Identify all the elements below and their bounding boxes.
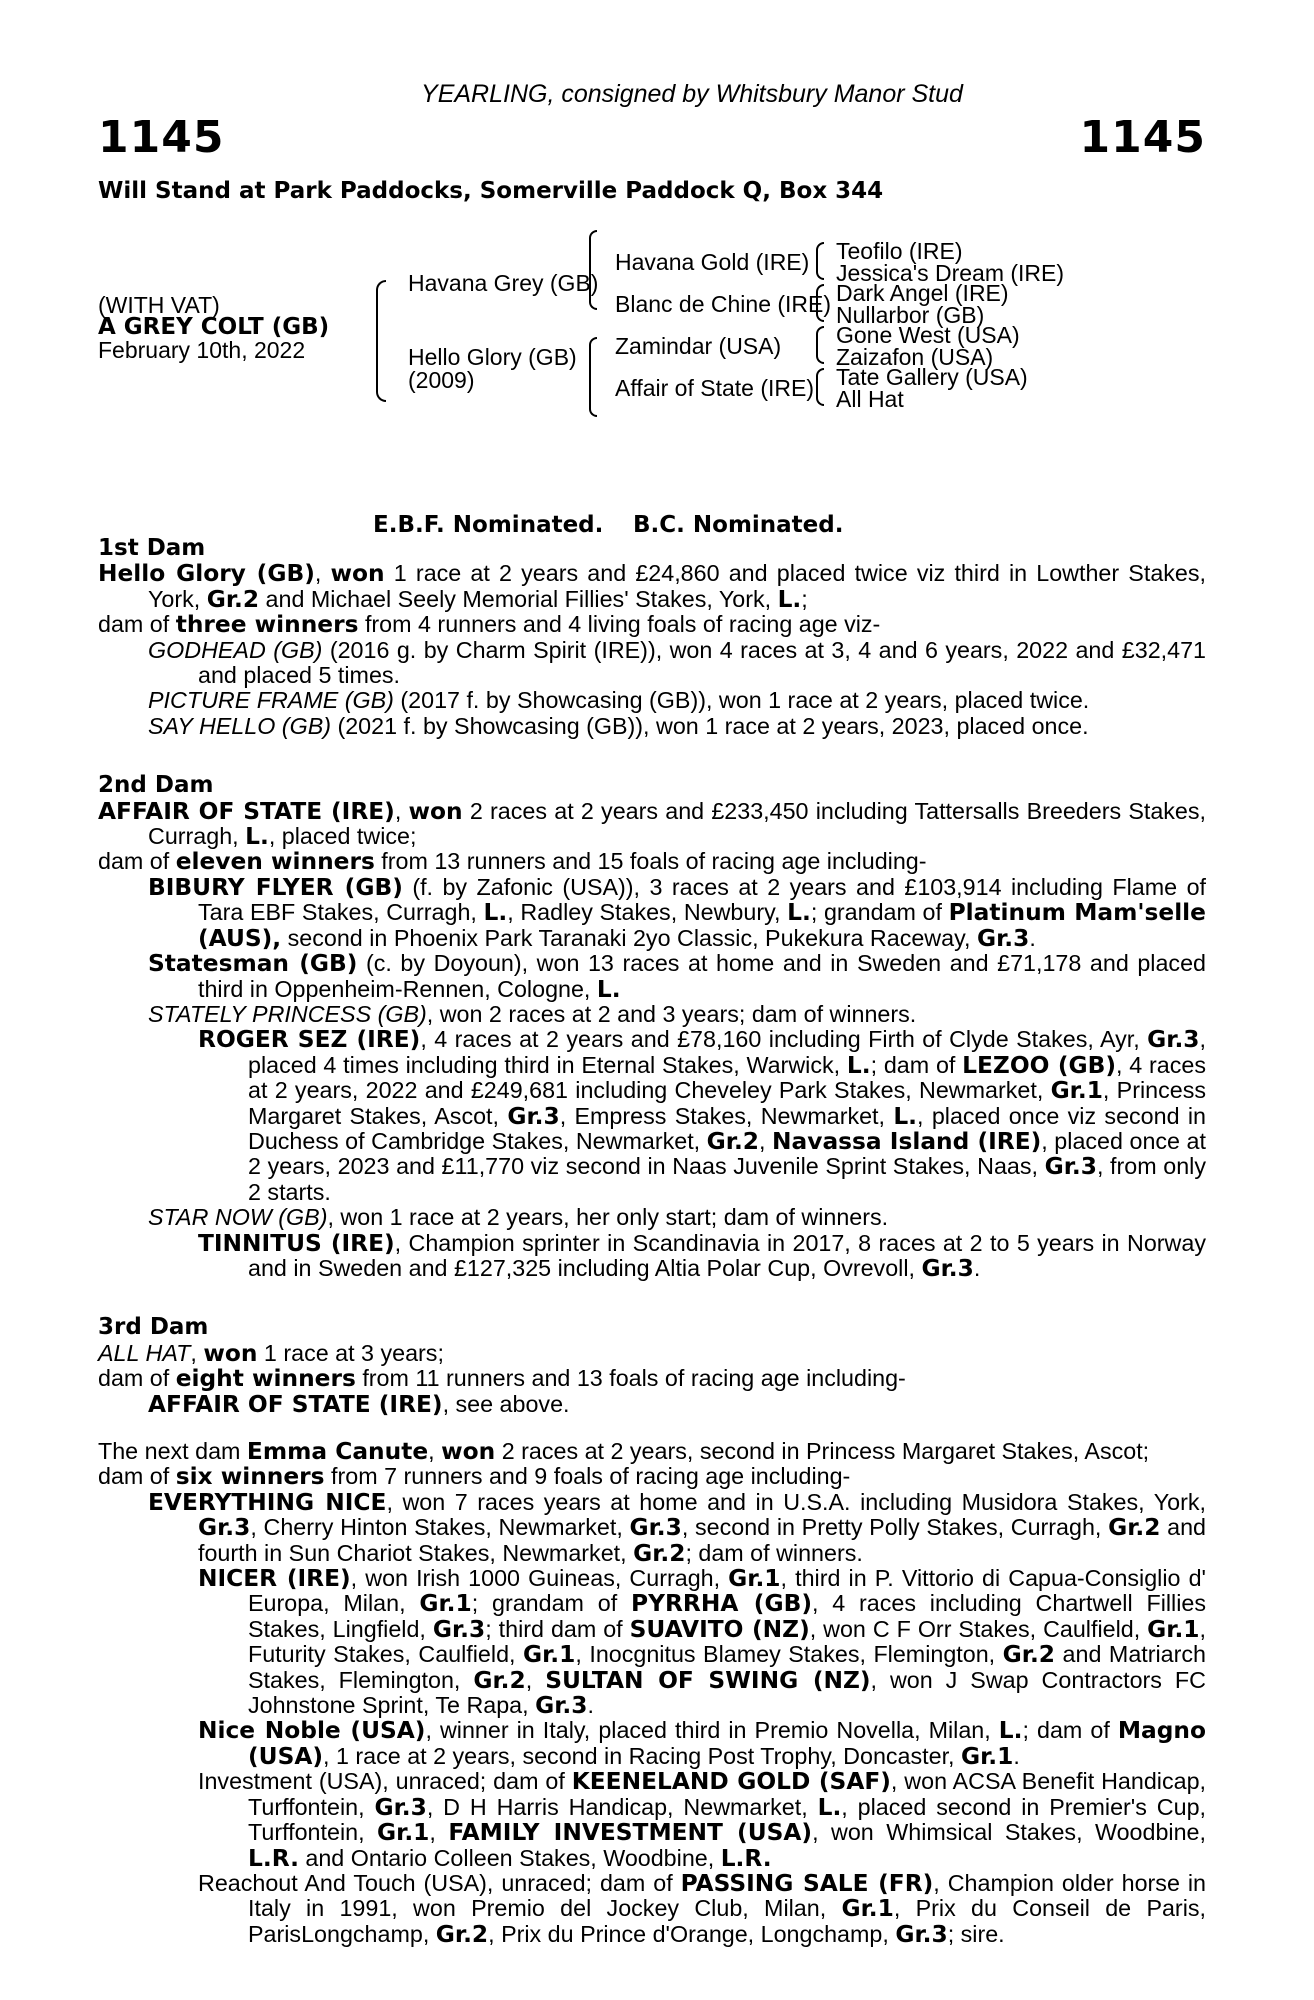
lot-number-left: 1145 — [98, 112, 225, 163]
list-item: EVERYTHING NICE, won 7 races years at home and in U.S.A. including Musidora Stakes, York, Gr.3, Cherry Hinton Stakes, Newmarket, Gr.3, second in Pretty Polly Stakes, Curragh, Gr.2 and fourth in Sun Chariot Stakes, Newmarket, Gr.2; dam of winners. — [148, 1488, 1207, 1567]
pedigree-table — [98, 202, 1206, 502]
bracket-1 — [816, 242, 824, 280]
ancestor-ddd: All Hat — [836, 386, 904, 412]
sire: Havana Grey (GB) — [408, 270, 599, 296]
bc-nomination: B.C. Nominated. — [633, 512, 844, 538]
next-dam-produce: dam of six winners from 7 runners and 9 foals of racing age including- — [98, 1463, 851, 1491]
list-item: STATELY PRINCESS (GB), won 2 races at 2 and 3 years; dam of winners. — [148, 1000, 917, 1027]
third-dam-produce: dam of eight winners from 11 runners and 13 foals of racing age including- — [98, 1365, 906, 1393]
list-item: GODHEAD (GB) (2016 g. by Charm Spirit (IRE)), won 4 races at 3, 4 and 6 years, 2022 and £32,471 and placed 5 times. — [148, 636, 1206, 689]
ancestor-dss: Gone West (USA) — [836, 322, 1020, 348]
next-dam-record: The next dam Emma Canute, won 2 races at 2 years, second in Princess Margaret Stakes, Ascot; — [98, 1438, 1150, 1465]
list-item: Reachout And Touch (USA), unraced; dam of PASSING SALE (FR), Champion older horse in Italy in 1991, won Premio del Jockey Club, Milan, Gr.1, Prix du Conseil de Paris, ParisLongchamp, Gr.2, Prix du Prince d'Orange, Longchamp, Gr.3; sire. — [198, 1869, 1206, 1948]
dam: Hello Glory (GB) — [408, 344, 577, 370]
catalogue-body — [98, 536, 1206, 1947]
dam-name: Hello Glory (GB) — [98, 560, 315, 588]
list-item: Nice Noble (USA), winner in Italy, placed third in Premio Novella, Milan, L.; dam of Magno (USA), 1 race at 2 years, second in Racing Post Trophy, Doncaster, Gr.1. — [198, 1717, 1207, 1770]
lot-number-right: 1145 — [1079, 112, 1206, 163]
list-item: PICTURE FRAME (GB) (2017 f. by Showcasing (GB)), won 1 race at 2 years, placed twice. — [148, 687, 1090, 714]
dam-sire: Zamindar (USA) — [615, 333, 782, 359]
third-dam-record: ALL HAT, won 1 race at 3 years; — [98, 1339, 444, 1367]
list-item: BIBURY FLYER (GB) (f. by Zafonic (USA)), 3 races at 2 years and £103,914 including Flame of Tara EBF Stakes, Curragh, L., Radley Stakes, Newbury, L.; grandam of Platinum Mam'selle (AUS), second in Phoenix Park Taranaki 2yo Classic, Pukekura Raceway, Gr.3. — [148, 873, 1207, 952]
bracket-3 — [816, 326, 824, 364]
first-dam-heading: 1st Dam — [98, 535, 206, 561]
sire-bracket — [589, 230, 597, 310]
list-item: NICER (IRE), won Irish 1000 Guineas, Curragh, Gr.1, third in P. Vittorio di Capua-Consiglio d' Europa, Milan, Gr.1; grandam of PYRRHA (GB), 4 races including Chartwell Fillies Stakes, Lingfield, Gr.3; third dam of SUAVITO (NZ), won C F Orr Stakes, Caulfield, Gr.1, Futurity Stakes, Caulfield, Gr.1, Inocgnitus Blamey Stakes, Flemington, Gr.2 and Matriarch Stakes, Flemington, Gr.2, SULTAN OF SWING (NZ), won J Swap Contractors FC Johnstone Sprint, Te Rapa, Gr.3. — [198, 1565, 1206, 1720]
second-dam-heading: 2nd Dam — [98, 772, 214, 799]
catalogue-page — [98, 80, 1207, 1948]
list-item: ROGER SEZ (IRE), 4 races at 2 years and £78,160 including Firth of Clyde Stakes, Ayr, Gr.3, placed 4 times including third in Eternal Stakes, Warwick, L.; dam of LEZOO (GB), 4 races at 2 years, 2022 and £249,681 including Cheveley Park Stakes, Newmarket, Gr.1, Princess Margaret Stakes, Ascot, Gr.3, Empress Stakes, Newmarket, L., placed once viz second in Duchess of Cambridge Stakes, Newmarket, Gr.2, Navassa Island (IRE), placed once at 2 years, 2023 and £11,770 viz second in Naas Juvenile Sprint Stakes, Naas, Gr.3, from only 2 starts. — [198, 1026, 1207, 1205]
ancestor-ssd: Jessica's Dream (IRE) — [836, 260, 1065, 286]
list-item: Investment (USA), unraced; dam of KEENELAND GOLD (SAF), won ACSA Benefit Handicap, Turffontein, Gr.3, D H Harris Handicap, Newmarket, L., placed second in Premier's Cup, Turffontein, Gr.1, FAMILY INVESTMENT (USA), won Whimsical Stakes, Woodbine, L.R. and Ontario Colleen Stakes, Woodbine, L.R. — [198, 1768, 1207, 1872]
list-item: Statesman (GB) (c. by Doyoun), won 13 races at home and in Sweden and £71,178 and placed third in Oppenheim-Rennen, Cologne, L. — [148, 950, 1206, 1003]
list-item: SAY HELLO (GB) (2021 f. by Showcasing (GB)), won 1 race at 2 years, 2023, placed once. — [148, 712, 1089, 739]
horse-name: A GREY COLT (GB) — [98, 314, 330, 340]
ancestor-dsd: Zaizafon (USA) — [836, 344, 994, 370]
bracket-2 — [816, 284, 824, 322]
list-item: TINNITUS (IRE), Champion sprinter in Scandinavia in 2017, 8 races at 2 to 5 years in Norway and in Sweden and £127,325 including Altia Polar Cup, Ovrevoll, Gr.3. — [198, 1229, 1206, 1282]
second-dam-record: AFFAIR OF STATE (IRE), won 2 races at 2 years and £233,450 including Tattersalls Breeders Stakes, Curragh, L., placed twice; — [98, 797, 1207, 851]
sire-sire: Havana Gold (IRE) — [615, 249, 810, 275]
foaling-date: February 10th, 2022 — [98, 337, 306, 363]
vat-note: (WITH VAT) — [98, 292, 220, 318]
ancestor-sss: Teofilo (IRE) — [836, 238, 963, 264]
first-dam-record: Hello Glory (GB), won 1 race at 2 years and £24,860 and placed twice viz third in Lowther Stakes, York, Gr.2 and Michael Seely Memorial Fillies' Stakes, York, L.; — [98, 560, 1206, 613]
dam-year: (2009) — [408, 367, 475, 393]
second-dam-produce: dam of eleven winners from 13 runners and 15 foals of racing age including- — [98, 848, 927, 876]
first-dam-produce: dam of three winners from 4 runners and 4 living foals of racing age viz- — [98, 611, 881, 639]
sire-dam: Blanc de Chine (IRE) — [615, 291, 832, 317]
dam-dam: Affair of State (IRE) — [615, 375, 814, 401]
ancestor-dds: Tate Gallery (USA) — [836, 364, 1028, 390]
dam-bracket — [589, 337, 597, 417]
pedigree-bracket — [376, 280, 386, 402]
ancestor-sds: Dark Angel (IRE) — [836, 280, 1009, 306]
third-dam-heading: 3rd Dam — [98, 1314, 209, 1341]
list-item: STAR NOW (GB), won 1 race at 2 years, her only start; dam of winners. — [148, 1204, 889, 1231]
bracket-4 — [816, 368, 824, 406]
consignor-subtitle: YEARLING, consigned by Whitsbury Manor Stud — [421, 80, 963, 108]
ancestor-sdd: Nullarbor (GB) — [836, 302, 985, 328]
ebf-nomination: E.B.F. Nominated. — [373, 512, 604, 538]
list-item: AFFAIR OF STATE (IRE), see above. — [148, 1390, 570, 1418]
stand-location: Will Stand at Park Paddocks, Somerville Paddock Q, Box 344 — [98, 178, 884, 204]
